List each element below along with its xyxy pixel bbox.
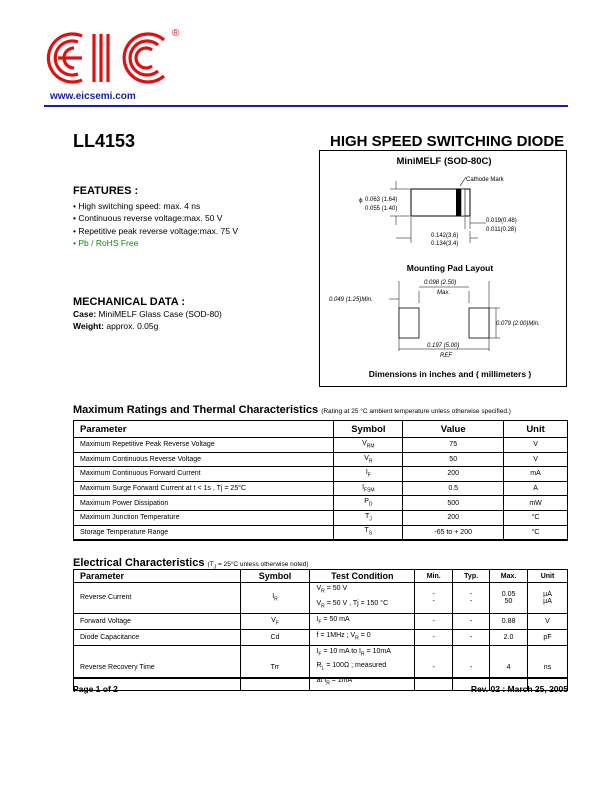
table-cell: $I_F$	[334, 467, 403, 482]
package-drawing-box	[319, 150, 567, 387]
registered-mark: ®	[172, 28, 180, 39]
pad-total-note: REF	[440, 353, 452, 359]
table-cell: Maximum Continuous Forward Current	[74, 467, 334, 482]
col-value: Value	[403, 421, 504, 438]
mounting-pad-left	[399, 308, 419, 338]
table-cell: °C	[504, 510, 568, 525]
table-cell: 4	[490, 645, 528, 691]
case-value: MiniMELF Glass Case (SOD-80)	[96, 309, 222, 319]
table-cell: Typ.	[453, 570, 490, 583]
table-row	[74, 510, 568, 525]
table-cell: $T_J$	[334, 510, 403, 525]
table-cell: A	[504, 481, 568, 496]
eic-logo	[44, 26, 184, 95]
table-cell: V	[504, 452, 568, 467]
mechanical-case	[73, 309, 222, 319]
table-cell: 50	[403, 452, 504, 467]
col-unit: Unit	[504, 421, 568, 438]
table-cell: -	[453, 645, 490, 691]
table-cell: 500	[403, 496, 504, 511]
website-url[interactable]: www.eicsemi.com	[50, 91, 136, 102]
page-number: Page 1 of 2	[73, 684, 118, 694]
max-ratings-note: (Rating at 25 °C ambient temperature unless otherwise specified.)	[321, 408, 511, 415]
table-cell: $I_F = 50$ mA	[310, 613, 415, 629]
table-cell: V	[504, 438, 568, 453]
table-row	[74, 525, 568, 540]
table-cell: ns	[528, 645, 568, 691]
pad-title: Mounting Pad Layout	[406, 263, 494, 273]
table-cell: Diode Capacitance	[74, 629, 241, 645]
col-symbol: Symbol	[334, 421, 403, 438]
units-note: Dimensions in inches and ( millimeters )	[368, 369, 532, 379]
table-cell: $I_F = 10$ mA to $I_R = 10mA$ $R_L = 100\Omega$ ; measured at $I_R = 1mA$	[310, 645, 415, 691]
electrical-heading: Electrical Characteristics ($T_J = 25^\circ C$ unless otherwise noted)	[73, 557, 309, 571]
mechanical-weight	[73, 321, 158, 331]
table-cell: Trr	[240, 645, 310, 691]
len-min: 0.134(3.4)	[431, 241, 459, 247]
table-cell: Maximum Repetitive Peak Reverse Voltage	[74, 438, 334, 453]
table-cell: V	[528, 613, 568, 629]
part-number: LL4153	[73, 131, 136, 151]
table-header-row	[74, 421, 568, 438]
cathode-band	[456, 189, 461, 216]
dia-symbol: ϕ	[359, 197, 363, 204]
table-cell: f = 1MHz ; $V_R = 0$	[310, 629, 415, 645]
table-cell: -	[453, 629, 490, 645]
len-max: 0.142(3.6)	[431, 233, 459, 239]
table-row	[74, 496, 568, 511]
table-row	[74, 452, 568, 467]
col-parameter: Parameter	[74, 421, 334, 438]
table-cell: $V_R = 50$ V $V_R = 50$ V , Tj = 150 °C	[310, 583, 415, 614]
table-cell: -	[415, 629, 453, 645]
table-cell: Unit	[528, 570, 568, 583]
band-max: 0.019(0.48)	[486, 218, 517, 224]
table-row	[74, 629, 568, 645]
table-cell: 2.0	[490, 629, 528, 645]
mounting-pad-right	[469, 308, 489, 338]
pad-total: 0.197 (5.00)	[427, 343, 460, 349]
table-cell: 0.05 50	[490, 583, 528, 614]
package-drawing	[320, 151, 568, 388]
table-cell: 200	[403, 510, 504, 525]
table-cell: mW	[504, 496, 568, 511]
table-cell: - -	[453, 583, 490, 614]
table-cell: 0.88	[490, 613, 528, 629]
table-cell: Reverse Current	[74, 583, 241, 614]
weight-label: Weight:	[73, 321, 105, 331]
table-cell: Maximum Continuous Reverse Voltage	[74, 452, 334, 467]
table-cell: $V_{RM}$	[334, 438, 403, 453]
table-cell: 0.5	[403, 481, 504, 496]
table-cell: $I_{FSM}$	[334, 481, 403, 496]
table-row	[74, 467, 568, 482]
table-cell: mA	[504, 467, 568, 482]
table-cell: Symbol	[240, 570, 310, 583]
table-cell: -	[415, 613, 453, 629]
table-cell: -	[415, 645, 453, 691]
case-label: Case:	[73, 309, 97, 319]
table-header-row	[74, 570, 568, 583]
table-cell: pF	[528, 629, 568, 645]
table-cell: Max.	[490, 570, 528, 583]
table-cell: $I_R$	[240, 583, 310, 614]
table-cell: Maximum Junction Temperature	[74, 510, 334, 525]
max-ratings-table	[73, 420, 568, 541]
pad-height: 0.079 (2.00)Min.	[496, 321, 540, 327]
feature-item-rohs: • Pb / RoHS Free	[73, 238, 139, 249]
weight-value: approx. 0.05g	[104, 321, 159, 331]
mechanical-heading: MECHANICAL DATA :	[73, 296, 186, 308]
cathode-mark-label: Cathode Mark	[466, 177, 504, 183]
feature-item: • High switching speed: max. 4 ns	[73, 201, 201, 211]
electrical-note: ($T_J = 25^\circ C$ unless otherwise noted)	[207, 561, 309, 571]
revision: Rev. 02 : March 25, 2005	[470, 684, 568, 694]
table-row	[74, 613, 568, 629]
pad-gap: 0.098 (2.50)	[424, 280, 457, 286]
table-cell: 75	[403, 438, 504, 453]
header-rule	[44, 105, 568, 107]
table-cell: µA µA	[528, 583, 568, 614]
pad-gap-note: Max.	[437, 290, 451, 296]
table-cell: $V_R$	[334, 452, 403, 467]
electrical-table	[73, 569, 568, 691]
feature-item: • Continuous reverse voltage:max. 50 V	[73, 213, 223, 224]
table-cell: 200	[403, 467, 504, 482]
footer-rule	[73, 677, 568, 679]
features-list	[73, 200, 238, 250]
table-cell: Forward Voltage	[74, 613, 241, 629]
features-heading: FEATURES :	[73, 185, 139, 197]
table-cell: °C	[504, 525, 568, 540]
pad-width: 0.049 (1.25)Min.	[329, 297, 373, 303]
table-row	[74, 438, 568, 453]
table-cell: Test Condition	[310, 570, 415, 583]
max-ratings-heading: Maximum Ratings and Thermal Characteristics (Rating at 25 °C ambient temperature unless otherwise specified.)	[73, 404, 511, 416]
table-cell: $P_D$	[334, 496, 403, 511]
table-cell: Min.	[415, 570, 453, 583]
table-cell: Maximum Surge Forward Current at t < 1s , Tj = 25°C	[74, 481, 334, 496]
table-cell: $V_F$	[240, 613, 310, 629]
table-cell: -65 to + 200	[403, 525, 504, 540]
table-cell: Cd	[240, 629, 310, 645]
table-cell: Storage Temperature Range	[74, 525, 334, 540]
document-title: HIGH SPEED SWITCHING DIODE	[330, 133, 565, 150]
feature-item: • Repetitive peak reverse voltage:max. 75 V	[73, 225, 239, 236]
package-title: MiniMELF (SOD-80C)	[396, 156, 492, 167]
dia-max: 0.063 (1.64)	[365, 197, 398, 203]
table-cell: -	[453, 613, 490, 629]
dia-min: 0.055 (1.40)	[365, 206, 398, 212]
table-row	[74, 583, 568, 614]
table-cell: Parameter	[74, 570, 241, 583]
table-cell: $T_S$	[334, 525, 403, 540]
table-row	[74, 481, 568, 496]
band-min: 0.011(0.28)	[486, 227, 517, 233]
table-cell: Reverse Recovery Time	[74, 645, 241, 691]
table-cell: Maximum Power Dissipation	[74, 496, 334, 511]
table-cell: - -	[415, 583, 453, 614]
